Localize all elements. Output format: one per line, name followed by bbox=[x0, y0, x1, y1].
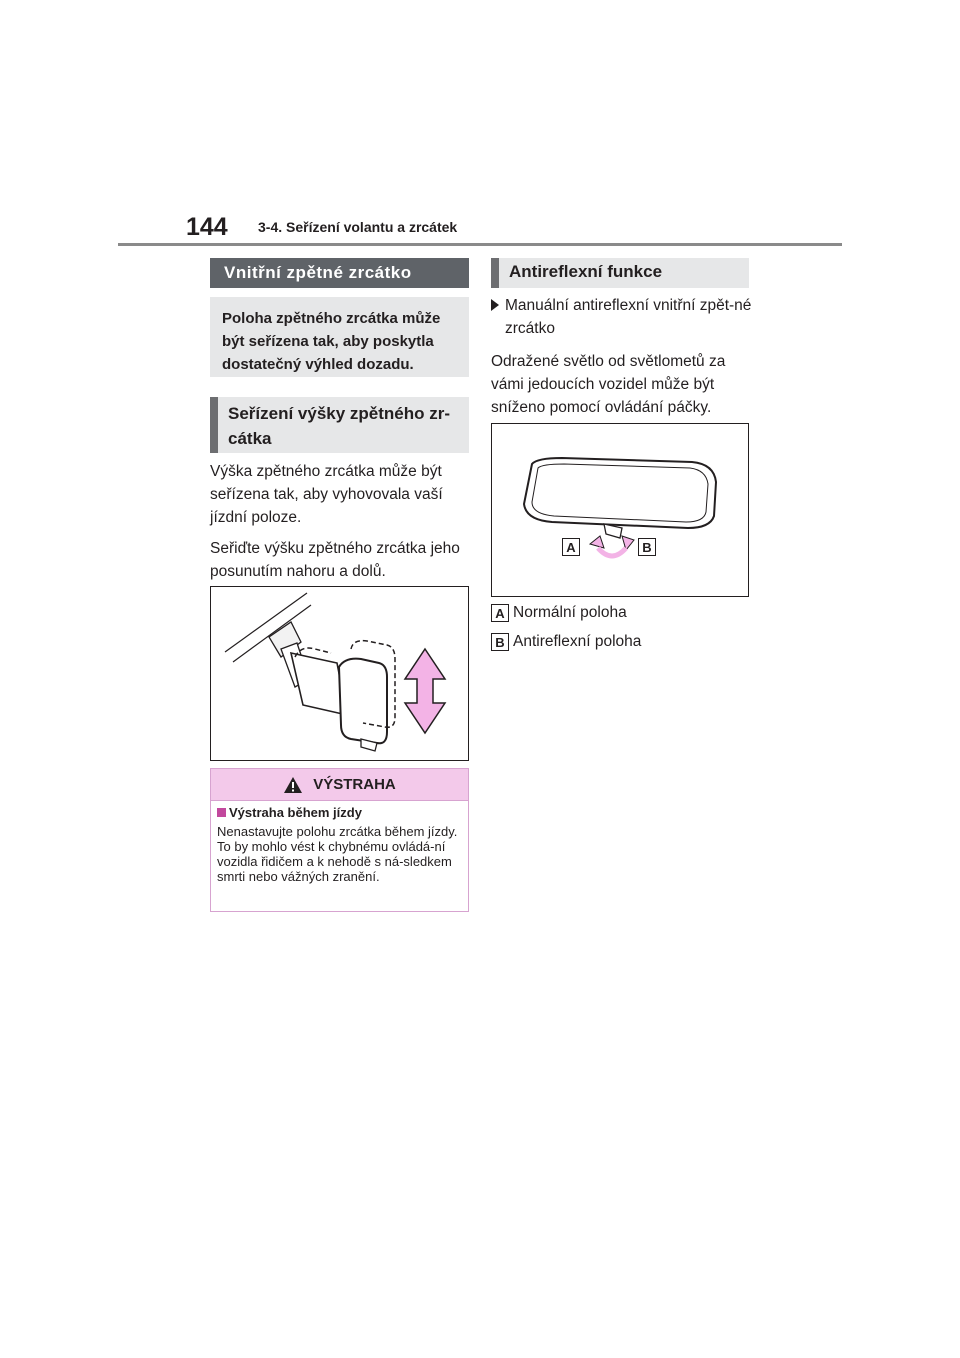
legend-text-a: Normální poloha bbox=[513, 604, 627, 621]
warning-triangle-icon bbox=[283, 776, 303, 794]
height-text bbox=[210, 460, 472, 591]
legend-key-b: B bbox=[491, 633, 509, 651]
warning-line-2: To by mohlo vést k chybnému ovládá-ní vozidla řidičem a k nehodě s ná-sledkem smrti nebo vážných zranění. bbox=[217, 839, 452, 884]
square-bullet-icon bbox=[217, 808, 226, 817]
bullet-item bbox=[491, 294, 753, 340]
section-heading-antireflex: Antireflexní funkce bbox=[491, 258, 749, 288]
triangle-bullet-icon bbox=[491, 299, 499, 311]
antireflex-paragraph: Odražené světlo od světlometů za vámi jedoucích vozidel může být sníženo pomocí ovládání páčky. bbox=[491, 353, 726, 416]
legend-text-b: Antireflexní poloha bbox=[513, 633, 642, 650]
section-heading-mirror: Vnitřní zpětné zrcátko bbox=[210, 258, 469, 288]
warning-subtitle: Výstraha během jízdy bbox=[229, 805, 362, 820]
info-box: Poloha zpětného zrcátka může být seřízena tak, aby poskytla dostatečný výhled dozadu. bbox=[210, 297, 469, 377]
legend-item-b bbox=[491, 633, 751, 651]
chapter-title: 3-4. Seřízení volantu a zrcátek bbox=[258, 219, 458, 235]
warning-line-1: Nenastavujte polohu zrcátka během jízdy. bbox=[217, 824, 458, 839]
figure-legend bbox=[491, 604, 751, 651]
paragraph-1: Výška zpětného zrcátka může být seřízena tak, aby vyhovovala vaší jízdní poloze. bbox=[210, 463, 443, 526]
page-number: 144 bbox=[186, 213, 228, 241]
antireflex-text bbox=[491, 294, 753, 427]
warning-box bbox=[210, 768, 469, 912]
figure-label-b: B bbox=[638, 538, 656, 556]
warning-header bbox=[211, 769, 468, 801]
header-rule bbox=[118, 243, 842, 246]
antireflex-mirror-illustration bbox=[492, 424, 748, 596]
legend-item-a bbox=[491, 604, 751, 622]
subheading-height-adjust: Seřízení výšky zpětného zr-cátka bbox=[210, 397, 469, 453]
paragraph-2: Seřiďte výšku zpětného zrcátka jeho posunutím nahoru a dolů. bbox=[210, 540, 460, 580]
warning-subtitle-row bbox=[217, 805, 462, 820]
figure-antireflex bbox=[491, 423, 749, 597]
mirror-height-illustration bbox=[211, 587, 468, 760]
figure-label-a: A bbox=[562, 538, 580, 556]
figure-mirror-height bbox=[210, 586, 469, 761]
bullet-text: Manuální antireflexní vnitřní zpět-né zrcátko bbox=[505, 297, 752, 337]
legend-key-a: A bbox=[491, 604, 509, 622]
warning-title: VÝSTRAHA bbox=[313, 776, 396, 793]
